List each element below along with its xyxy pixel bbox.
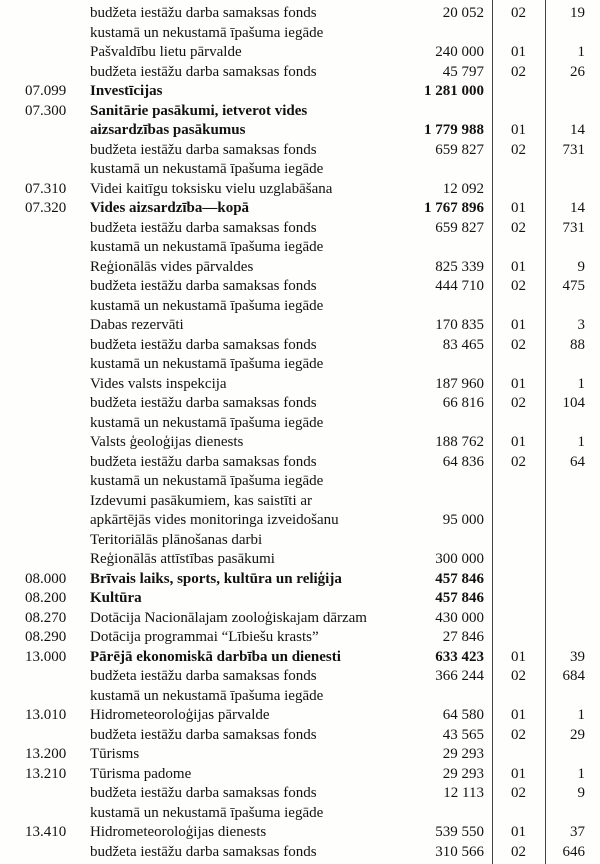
row-quantity: 731 bbox=[562, 219, 585, 236]
row-quantity: 1 bbox=[577, 44, 585, 60]
row-quantity bbox=[545, 628, 600, 648]
table-row bbox=[0, 141, 600, 161]
table-row bbox=[0, 258, 600, 278]
row-amount: 66 816 bbox=[442, 395, 484, 411]
row-code bbox=[0, 667, 90, 687]
row-code: 07.300 bbox=[25, 102, 67, 119]
row-classification: 01 bbox=[511, 258, 526, 275]
row-code: 07.320 bbox=[25, 200, 67, 216]
row-amount: 539 550 bbox=[435, 824, 484, 840]
row-description: budžeta iestāžu darba samaksas fonds bbox=[90, 5, 317, 21]
table-row bbox=[0, 492, 600, 512]
row-quantity: 9 bbox=[577, 258, 585, 275]
table-row bbox=[0, 199, 600, 219]
row-code bbox=[0, 726, 90, 746]
row-classification bbox=[492, 589, 545, 609]
row-description: Videi kaitīgu toksisku vielu uzglabāšana bbox=[90, 180, 333, 197]
row-description: budžeta iestāžu darba samaksas fonds bbox=[90, 843, 317, 860]
row-description: kustamā un nekustamā īpašuma iegāde bbox=[90, 473, 324, 489]
row-classification bbox=[492, 472, 545, 492]
row-description: Brīvais laiks, sports, kultūra un reliģija bbox=[90, 570, 342, 587]
table-row bbox=[0, 160, 600, 180]
row-quantity: 104 bbox=[562, 395, 585, 411]
row-amount: 27 846 bbox=[442, 629, 484, 645]
row-code bbox=[0, 511, 90, 531]
row-description: kustamā un nekustamā īpašuma iegāde bbox=[90, 239, 324, 255]
row-description: budžeta iestāžu darba samaksas fonds bbox=[90, 63, 317, 80]
table-row bbox=[0, 589, 600, 609]
row-classification bbox=[492, 628, 545, 648]
row-amount bbox=[400, 355, 492, 375]
row-amount: 29 293 bbox=[442, 746, 484, 762]
row-quantity: 1 bbox=[577, 434, 585, 450]
row-code bbox=[0, 258, 90, 278]
row-classification bbox=[492, 238, 545, 258]
table-row bbox=[0, 472, 600, 492]
row-amount: 444 710 bbox=[435, 278, 484, 294]
row-quantity: 1 bbox=[577, 765, 585, 782]
row-classification bbox=[492, 82, 545, 102]
table-row bbox=[0, 82, 600, 102]
row-code bbox=[0, 355, 90, 375]
row-quantity bbox=[545, 511, 600, 531]
table-row bbox=[0, 453, 600, 473]
row-quantity bbox=[545, 414, 600, 434]
row-description: Vides valsts inspekcija bbox=[90, 375, 227, 392]
row-amount: 64 580 bbox=[442, 707, 484, 723]
row-quantity: 475 bbox=[562, 278, 585, 294]
table-row bbox=[0, 394, 600, 414]
row-classification bbox=[492, 804, 545, 824]
row-code bbox=[0, 394, 90, 414]
row-amount: 633 423 bbox=[435, 648, 484, 665]
row-quantity bbox=[545, 238, 600, 258]
row-quantity bbox=[545, 609, 600, 629]
row-code: 08.290 bbox=[25, 629, 67, 645]
row-code bbox=[0, 24, 90, 44]
row-quantity: 684 bbox=[562, 668, 585, 684]
row-amount: 12 113 bbox=[443, 785, 484, 801]
row-quantity: 29 bbox=[570, 726, 585, 743]
row-code bbox=[0, 453, 90, 473]
table-row bbox=[0, 414, 600, 434]
table-row bbox=[0, 121, 600, 141]
row-description: Reģionālās vides pārvaldes bbox=[90, 258, 254, 275]
row-classification bbox=[492, 570, 545, 590]
row-amount bbox=[400, 238, 492, 258]
row-classification: 01 bbox=[511, 317, 526, 333]
row-code: 13.000 bbox=[25, 648, 67, 665]
table-row bbox=[0, 24, 600, 44]
row-classification: 01 bbox=[511, 648, 526, 665]
row-code bbox=[0, 238, 90, 258]
row-classification bbox=[492, 102, 545, 122]
row-classification: 02 bbox=[511, 336, 526, 353]
row-amount: 1 779 988 bbox=[424, 122, 484, 138]
row-code bbox=[0, 492, 90, 512]
row-code: 13.210 bbox=[25, 765, 67, 782]
row-description: Sanitārie pasākumi, ietverot vides bbox=[90, 102, 308, 119]
row-classification: 02 bbox=[511, 219, 526, 236]
row-code bbox=[0, 121, 90, 141]
table-row bbox=[0, 667, 600, 687]
row-amount: 187 960 bbox=[435, 375, 484, 392]
row-classification bbox=[492, 24, 545, 44]
row-code bbox=[0, 63, 90, 83]
row-classification: 01 bbox=[511, 765, 526, 782]
row-description: Valsts ģeoloģijas dienests bbox=[90, 434, 244, 450]
row-code: 07.099 bbox=[25, 83, 67, 99]
row-code bbox=[0, 687, 90, 707]
table-row bbox=[0, 63, 600, 83]
row-quantity: 1 bbox=[577, 707, 585, 723]
row-classification bbox=[492, 297, 545, 317]
row-description: aizsardzības pasākumus bbox=[90, 122, 246, 138]
row-amount: 430 000 bbox=[435, 609, 484, 626]
row-quantity bbox=[545, 102, 600, 122]
row-classification: 01 bbox=[511, 824, 526, 840]
row-quantity bbox=[545, 180, 600, 200]
row-classification: 02 bbox=[511, 5, 526, 21]
row-amount: 29 293 bbox=[442, 765, 484, 782]
row-description: Teritoriālās plānošanas darbi bbox=[90, 531, 263, 548]
row-amount: 95 000 bbox=[442, 512, 484, 528]
table-row bbox=[0, 648, 600, 668]
row-description: kustamā un nekustamā īpašuma iegāde bbox=[90, 24, 324, 41]
row-quantity: 64 bbox=[570, 453, 585, 470]
row-quantity: 39 bbox=[570, 648, 585, 665]
row-description: Izdevumi pasākumiem, kas saistīti ar bbox=[90, 492, 313, 509]
row-description: Pašvaldību lietu pārvalde bbox=[90, 44, 242, 60]
row-classification: 02 bbox=[511, 668, 526, 684]
row-description: Dotācija Nacionālajam zooloģiskajam dārzam bbox=[90, 609, 367, 626]
row-classification: 01 bbox=[511, 44, 526, 60]
row-quantity: 646 bbox=[562, 843, 585, 860]
row-description: Kultūra bbox=[90, 590, 142, 606]
row-description: Hidrometeoroloģijas pārvalde bbox=[90, 707, 270, 723]
row-code bbox=[0, 43, 90, 63]
row-amount: 659 827 bbox=[435, 219, 484, 236]
row-description: kustamā un nekustamā īpašuma iegāde bbox=[90, 161, 324, 177]
row-code bbox=[0, 4, 90, 24]
row-classification bbox=[492, 355, 545, 375]
row-quantity bbox=[545, 472, 600, 492]
row-quantity bbox=[545, 745, 600, 765]
row-quantity: 731 bbox=[562, 141, 585, 158]
row-amount bbox=[400, 102, 492, 122]
row-description: budžeta iestāžu darba samaksas fonds bbox=[90, 141, 317, 158]
row-description: Pārējā ekonomiskā darbība un dienesti bbox=[90, 648, 341, 665]
row-code bbox=[0, 433, 90, 453]
table-row bbox=[0, 706, 600, 726]
row-code bbox=[0, 219, 90, 239]
table-row bbox=[0, 297, 600, 317]
row-amount bbox=[400, 472, 492, 492]
row-amount: 1 281 000 bbox=[424, 83, 484, 99]
row-description: kustamā un nekustamā īpašuma iegāde bbox=[90, 297, 324, 314]
row-code bbox=[0, 784, 90, 804]
row-code: 13.010 bbox=[25, 707, 67, 723]
table-row bbox=[0, 4, 600, 24]
row-code: 13.200 bbox=[25, 746, 67, 762]
row-code: 08.000 bbox=[25, 570, 67, 587]
row-classification: 02 bbox=[511, 395, 526, 411]
row-quantity: 3 bbox=[577, 317, 585, 333]
row-description: budžeta iestāžu darba samaksas fonds bbox=[90, 668, 317, 684]
row-description: Reģionālās attīstības pasākumi bbox=[90, 551, 275, 567]
row-quantity bbox=[545, 550, 600, 570]
row-classification: 01 bbox=[511, 375, 526, 392]
row-quantity bbox=[545, 804, 600, 824]
row-description: Tūrisma padome bbox=[90, 765, 192, 782]
table-row bbox=[0, 628, 600, 648]
row-quantity: 88 bbox=[570, 336, 585, 353]
row-amount bbox=[400, 24, 492, 44]
table-row bbox=[0, 784, 600, 804]
row-classification: 01 bbox=[511, 707, 526, 723]
table-row bbox=[0, 550, 600, 570]
row-code bbox=[0, 160, 90, 180]
row-amount: 45 797 bbox=[442, 63, 484, 80]
row-description: budžeta iestāžu darba samaksas fonds bbox=[90, 219, 317, 236]
table-row bbox=[0, 336, 600, 356]
row-code: 08.200 bbox=[25, 590, 67, 606]
row-quantity bbox=[545, 82, 600, 102]
row-amount: 457 846 bbox=[435, 570, 484, 587]
row-quantity bbox=[545, 687, 600, 707]
row-classification: 02 bbox=[511, 141, 526, 158]
table-row bbox=[0, 511, 600, 531]
budget-table bbox=[0, 4, 600, 862]
row-classification bbox=[492, 492, 545, 512]
table-row bbox=[0, 180, 600, 200]
row-description: budžeta iestāžu darba samaksas fonds bbox=[90, 336, 317, 353]
row-quantity bbox=[545, 531, 600, 551]
row-description: kustamā un nekustamā īpašuma iegāde bbox=[90, 687, 324, 704]
row-classification bbox=[492, 550, 545, 570]
table-row bbox=[0, 843, 600, 863]
row-description: kustamā un nekustamā īpašuma iegāde bbox=[90, 804, 324, 821]
row-code bbox=[0, 804, 90, 824]
row-amount bbox=[400, 492, 492, 512]
row-amount: 170 835 bbox=[435, 317, 484, 333]
row-description: budžeta iestāžu darba samaksas fonds bbox=[90, 395, 317, 411]
row-classification: 02 bbox=[511, 453, 526, 470]
row-code bbox=[0, 277, 90, 297]
row-amount: 310 566 bbox=[435, 843, 484, 860]
table-row bbox=[0, 433, 600, 453]
row-classification bbox=[492, 414, 545, 434]
table-row bbox=[0, 355, 600, 375]
row-description: budžeta iestāžu darba samaksas fonds bbox=[90, 453, 317, 470]
row-quantity: 19 bbox=[570, 5, 585, 21]
table-row bbox=[0, 238, 600, 258]
table-row bbox=[0, 219, 600, 239]
row-classification: 01 bbox=[511, 200, 526, 216]
row-code bbox=[0, 531, 90, 551]
table-row bbox=[0, 745, 600, 765]
row-quantity: 14 bbox=[570, 200, 585, 216]
row-amount: 64 836 bbox=[442, 453, 484, 470]
table-row bbox=[0, 687, 600, 707]
row-amount: 659 827 bbox=[435, 141, 484, 158]
row-classification bbox=[492, 511, 545, 531]
row-code bbox=[0, 843, 90, 863]
row-description: budžeta iestāžu darba samaksas fonds bbox=[90, 726, 317, 743]
table-row bbox=[0, 43, 600, 63]
row-description: kustamā un nekustamā īpašuma iegāde bbox=[90, 356, 324, 372]
row-code bbox=[0, 141, 90, 161]
row-quantity bbox=[545, 160, 600, 180]
row-code: 13.410 bbox=[25, 824, 67, 840]
table-row bbox=[0, 765, 600, 785]
row-classification bbox=[492, 180, 545, 200]
table-row bbox=[0, 277, 600, 297]
row-description: kustamā un nekustamā īpašuma iegāde bbox=[90, 414, 324, 431]
row-amount: 43 565 bbox=[442, 726, 484, 743]
row-amount bbox=[400, 297, 492, 317]
row-classification: 02 bbox=[511, 785, 526, 801]
row-code bbox=[0, 316, 90, 336]
row-classification bbox=[492, 687, 545, 707]
row-quantity bbox=[545, 355, 600, 375]
row-classification: 02 bbox=[511, 278, 526, 294]
row-amount: 300 000 bbox=[435, 551, 484, 567]
row-amount bbox=[400, 531, 492, 551]
row-amount: 457 846 bbox=[435, 590, 484, 606]
row-amount: 188 762 bbox=[435, 434, 484, 450]
row-quantity bbox=[545, 492, 600, 512]
row-quantity bbox=[545, 24, 600, 44]
row-classification: 02 bbox=[511, 726, 526, 743]
table-row bbox=[0, 823, 600, 843]
row-description: Tūrisms bbox=[90, 746, 140, 762]
row-quantity: 37 bbox=[570, 824, 585, 840]
row-quantity: 26 bbox=[570, 63, 585, 80]
row-amount: 366 244 bbox=[435, 668, 484, 684]
row-classification: 02 bbox=[511, 843, 526, 860]
table-row bbox=[0, 316, 600, 336]
row-amount: 12 092 bbox=[442, 180, 484, 197]
row-code bbox=[0, 550, 90, 570]
table-row bbox=[0, 375, 600, 395]
row-code: 07.310 bbox=[25, 180, 67, 197]
row-description: budžeta iestāžu darba samaksas fonds bbox=[90, 785, 317, 801]
row-classification bbox=[492, 745, 545, 765]
row-amount bbox=[400, 687, 492, 707]
row-classification bbox=[492, 531, 545, 551]
row-description: apkārtējās vides monitoringa izveidošanu bbox=[90, 512, 339, 528]
row-description: budžeta iestāžu darba samaksas fonds bbox=[90, 278, 317, 294]
row-amount: 83 465 bbox=[442, 336, 484, 353]
row-amount bbox=[400, 160, 492, 180]
row-code: 08.270 bbox=[25, 609, 67, 626]
row-code bbox=[0, 375, 90, 395]
row-quantity: 1 bbox=[577, 375, 585, 392]
row-description: Investīcijas bbox=[90, 83, 163, 99]
row-amount: 20 052 bbox=[442, 5, 484, 21]
row-description: Dabas rezervāti bbox=[90, 317, 184, 333]
row-quantity bbox=[545, 570, 600, 590]
table-row bbox=[0, 531, 600, 551]
row-amount: 825 339 bbox=[435, 258, 484, 275]
row-code bbox=[0, 414, 90, 434]
table-row bbox=[0, 804, 600, 824]
row-code bbox=[0, 336, 90, 356]
row-amount: 1 767 896 bbox=[424, 200, 484, 216]
row-classification bbox=[492, 160, 545, 180]
row-quantity: 14 bbox=[570, 122, 585, 138]
row-quantity bbox=[545, 297, 600, 317]
row-quantity bbox=[545, 589, 600, 609]
row-description: Vides aizsardzība—kopā bbox=[90, 200, 250, 216]
row-description: Dotācija programmai “Lībiešu krasts” bbox=[90, 629, 319, 645]
table-row bbox=[0, 726, 600, 746]
row-code bbox=[0, 472, 90, 492]
row-code bbox=[0, 297, 90, 317]
row-classification bbox=[492, 609, 545, 629]
table-row bbox=[0, 570, 600, 590]
row-description: Hidrometeoroloģijas dienests bbox=[90, 824, 267, 840]
row-quantity: 9 bbox=[577, 785, 585, 801]
row-amount bbox=[400, 804, 492, 824]
row-amount: 240 000 bbox=[435, 44, 484, 60]
row-classification: 01 bbox=[511, 122, 526, 138]
table-row bbox=[0, 102, 600, 122]
row-amount bbox=[400, 414, 492, 434]
table-row bbox=[0, 609, 600, 629]
row-classification: 01 bbox=[511, 434, 526, 450]
row-classification: 02 bbox=[511, 63, 526, 80]
